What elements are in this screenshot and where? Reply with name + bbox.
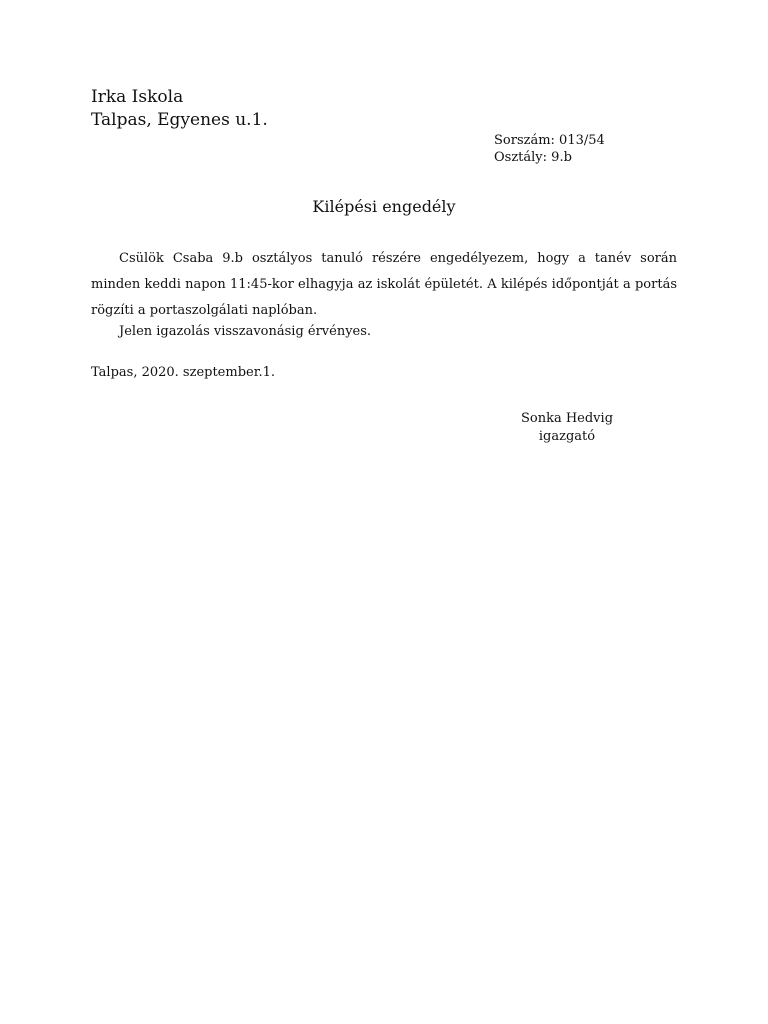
document-title: Kilépési engedély	[312, 197, 456, 216]
place-and-date: Talpas, 2020. szeptember.1.	[91, 365, 276, 380]
school-address: Talpas, Egyenes u.1.	[91, 110, 268, 130]
body-paragraph-2: Jelen igazolás visszavonásig érvényes.	[119, 324, 372, 339]
serial-number: Sorszám: 013/54	[494, 133, 605, 148]
signatory-name: Sonka Hedvig	[520, 411, 614, 426]
body-paragraph-1: Csülök Csaba 9.b osztályos tanuló részére engedélyezem, hogy a tanév során minden keddi napon 11:45-kor elhagyja az iskolát épületét. A kilépés időpontját a portás rögzíti a portaszolgálati naplóban.	[91, 251, 677, 318]
class-label: Osztály: 9.b	[494, 150, 572, 165]
signature-block	[506, 410, 628, 446]
school-name: Irka Iskola	[91, 87, 184, 107]
document-meta	[494, 132, 605, 166]
school-header	[91, 86, 268, 132]
document-body	[91, 246, 677, 342]
signatory-role: igazgató	[538, 429, 596, 444]
